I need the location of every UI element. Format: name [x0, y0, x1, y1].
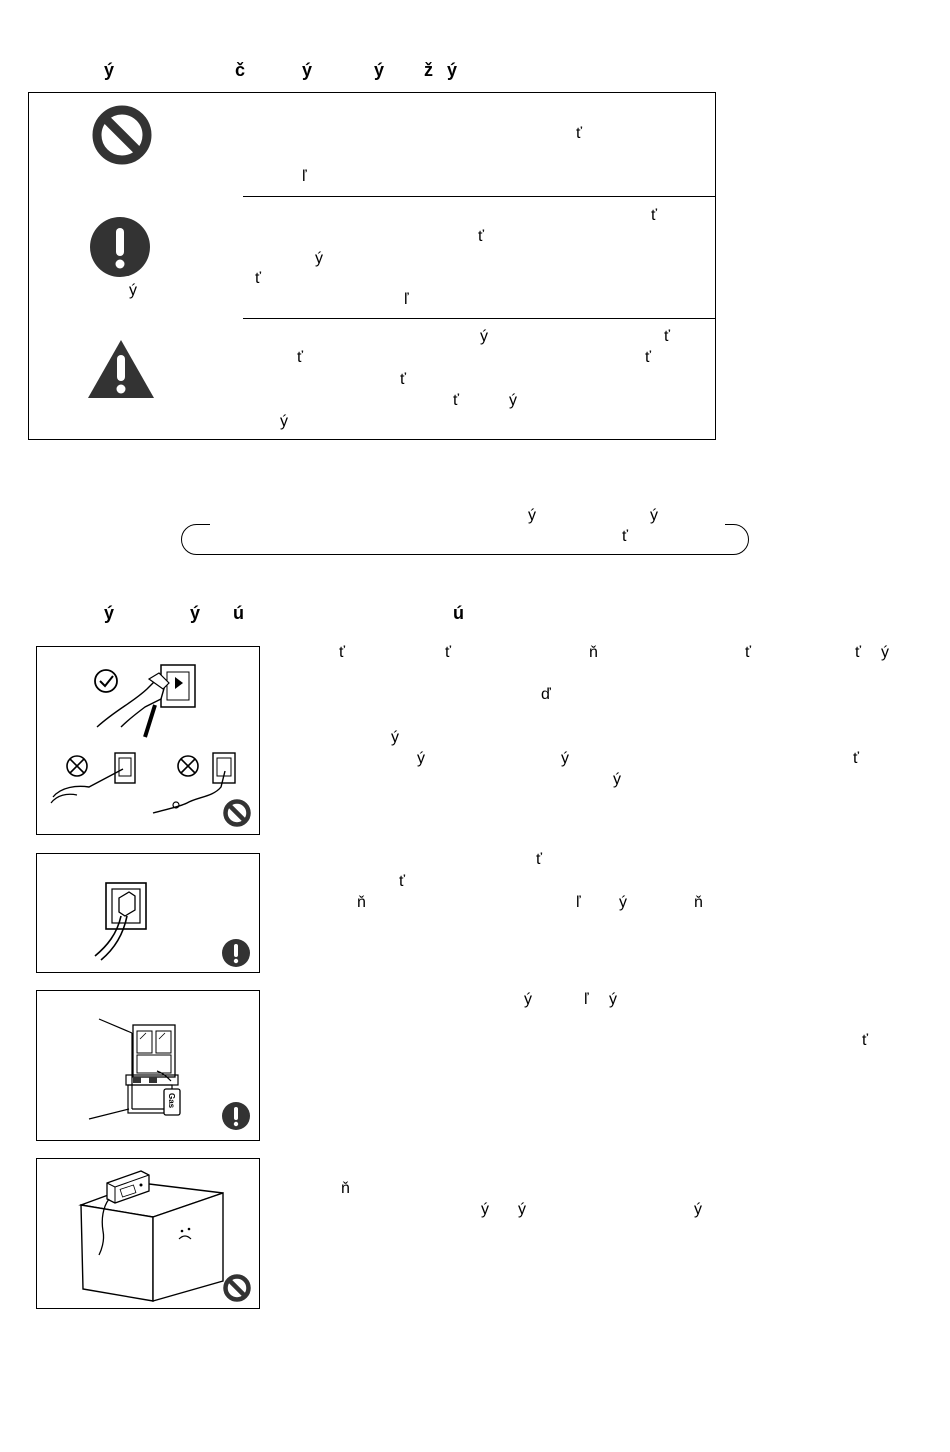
figure-socket: [36, 853, 260, 973]
table-text-glyph: ľ: [404, 291, 409, 308]
heading-glyph: ý: [190, 603, 201, 623]
item-glyph: ý: [561, 750, 569, 767]
item-glyph: ť: [339, 644, 345, 661]
item-glyph: ľ: [576, 894, 581, 911]
item-glyph: ň: [341, 1180, 350, 1197]
figure-plug-pull: [36, 646, 260, 835]
table-text-glyph: ý: [280, 413, 288, 430]
prohibited-icon: [222, 798, 252, 828]
item-glyph: ý: [609, 991, 617, 1008]
item-glyph: ý: [524, 991, 532, 1008]
item-glyph: ť: [745, 644, 751, 661]
table-text-glyph: ť: [255, 270, 261, 287]
notice-glyph: ý: [650, 507, 658, 524]
table-text-glyph: ý: [509, 392, 517, 409]
heading-glyph: ú: [233, 603, 244, 623]
item-glyph: ý: [481, 1201, 489, 1218]
notice-glyph: ý: [528, 507, 536, 524]
table-text-glyph: ť: [478, 228, 484, 245]
table-text-glyph: ľ: [302, 168, 307, 185]
heading-glyph: ž: [424, 60, 433, 80]
table-text-glyph: ť: [297, 349, 303, 366]
table-text-glyph: ť: [645, 349, 651, 366]
item-glyph: ň: [589, 644, 598, 661]
table-left-glyph: ý: [129, 282, 137, 299]
table-text-glyph: ť: [400, 371, 406, 388]
item-glyph: ý: [417, 750, 425, 767]
notice-glyph: ť: [622, 528, 628, 545]
table-text-glyph: ť: [453, 392, 459, 409]
item-glyph: ň: [357, 894, 366, 911]
item-glyph: ľ: [584, 991, 589, 1008]
item-glyph: ť: [445, 644, 451, 661]
row-divider: [243, 196, 715, 197]
table-text-glyph: ť: [651, 207, 657, 224]
heading-glyph: ý: [374, 60, 385, 80]
table-text-glyph: ť: [664, 328, 670, 345]
item-glyph: ť: [862, 1032, 868, 1049]
item-glyph: ň: [694, 894, 703, 911]
mandatory-icon: [221, 1101, 251, 1131]
item-glyph: ý: [613, 771, 621, 788]
item-glyph: ť: [853, 750, 859, 767]
item-glyph: ť: [536, 851, 542, 868]
item-glyph: ý: [881, 644, 889, 661]
gas-label: Gas: [167, 1093, 176, 1109]
heading-glyph: ý: [302, 60, 313, 80]
item-glyph: ť: [399, 873, 405, 890]
row-divider: [243, 318, 715, 319]
item-glyph: ý: [518, 1201, 526, 1218]
heading-glyph: ú: [453, 603, 464, 623]
item-glyph: ý: [619, 894, 627, 911]
heading-glyph: ý: [104, 60, 115, 80]
item-glyph: ý: [694, 1201, 702, 1218]
item-glyph: ý: [391, 729, 399, 746]
warning-icon: [86, 338, 156, 400]
prohibited-icon: [222, 1273, 252, 1303]
table-text-glyph: ý: [480, 328, 488, 345]
heading-glyph: ý: [104, 603, 115, 623]
notice-frame: [181, 524, 749, 555]
prohibited-icon: [91, 104, 153, 166]
heading-glyph: ý: [447, 60, 458, 80]
mandatory-icon: [89, 216, 151, 278]
heading-glyph: č: [235, 60, 246, 80]
figure-gas-placement: [36, 990, 260, 1141]
table-text-glyph: ý: [315, 250, 323, 267]
item-glyph: ť: [855, 644, 861, 661]
mandatory-icon: [221, 938, 251, 968]
figure-fridge: [36, 1158, 260, 1309]
table-text-glyph: ť: [576, 125, 582, 142]
item-glyph: ď: [541, 686, 551, 703]
